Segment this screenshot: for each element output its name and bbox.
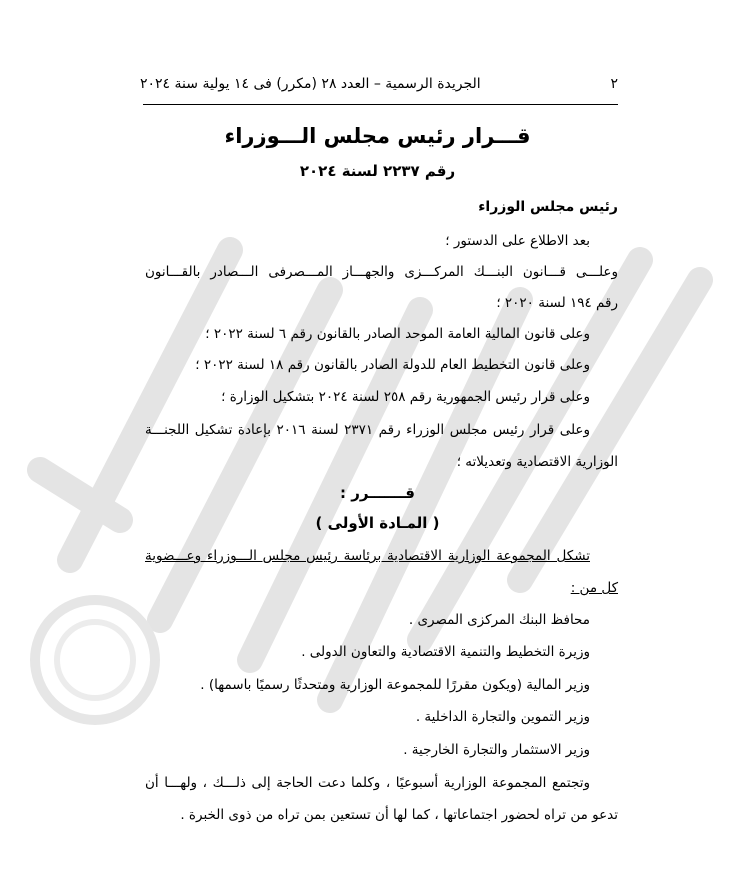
closing-paragraph: وتجتمع المجموعة الوزارية أسبوعيًا ، وكلما دعت الحاجة إلى ذلـــك ، ولهـــا أن [145, 775, 590, 791]
preamble-line: وعلـــى قـــانون البنـــك المركـــزى والجهـــاز المـــصرفى الـــصادر بالقـــانون [145, 264, 618, 280]
preamble-line: وعلى قانون التخطيط العام للدولة الصادر بالقانون رقم ١٨ لسنة ٢٠٢٢ ؛ [195, 357, 590, 373]
decree-number: رقم ٢٢٣٧ لسنة ٢٠٢٤ [299, 162, 456, 180]
page-header [140, 76, 618, 92]
article-heading: ( المـادة الأولى ) [315, 514, 440, 532]
preamble-line: وعلى قانون المالية العامة الموحد الصادر بالقانون رقم ٦ لسنة ٢٠٢٢ ؛ [205, 326, 590, 342]
preamble-line: وعلى قرار رئيس الجمهورية رقم ٢٥٨ لسنة ٢٠٢٤ بتشكيل الوزارة ؛ [221, 389, 590, 405]
decree-title: قـــرار رئيس مجلس الـــوزراء [224, 124, 531, 148]
member-item: وزيرة التخطيط والتنمية الاقتصادية والتعاون الدولى . [301, 644, 590, 660]
member-item: محافظ البنك المركزى المصرى . [408, 612, 590, 628]
member-item: وزير المالية (ويكون مقررًا للمجموعة الوزارية ومتحدثًا رسميًا باسمها) . [200, 677, 590, 693]
article-intro-continued: كل من : [570, 580, 618, 596]
preamble-line: الوزارية الاقتصادية وتعديلاته ؛ [456, 454, 618, 470]
gazette-issue-line: الجريدة الرسمية – العدد ٢٨ (مكرر) فى ١٤ يولية سنة ٢٠٢٤ [140, 76, 481, 92]
page-number: ٢ [610, 76, 618, 92]
issuer-heading: رئيس مجلس الوزراء [478, 199, 618, 215]
preamble-line: رقم ١٩٤ لسنة ٢٠٢٠ ؛ [496, 295, 618, 311]
member-item: وزير الاستثمار والتجارة الخارجية . [403, 742, 590, 758]
preamble-line: بعد الاطلاع على الدستور ؛ [445, 233, 590, 249]
header-divider [143, 104, 618, 105]
article-intro: تشكل المجموعة الوزارية الاقتصادية برئاسة رئيس مجلس الـــوزراء وعـــضوية [145, 548, 590, 564]
preamble-line: وعلى قرار رئيس مجلس الوزراء رقم ٢٣٧١ لسنة ٢٠١٦ بإعادة تشكيل اللجنـــة [145, 422, 590, 438]
decided-heading: قـــــــرر : [340, 484, 415, 502]
closing-paragraph-continued: تدعو من تراه لحضور اجتماعاتها ، كما لها أن تستعين بمن تراه من ذوى الخبرة . [180, 807, 618, 823]
member-item: وزير التموين والتجارة الداخلية . [415, 709, 590, 725]
